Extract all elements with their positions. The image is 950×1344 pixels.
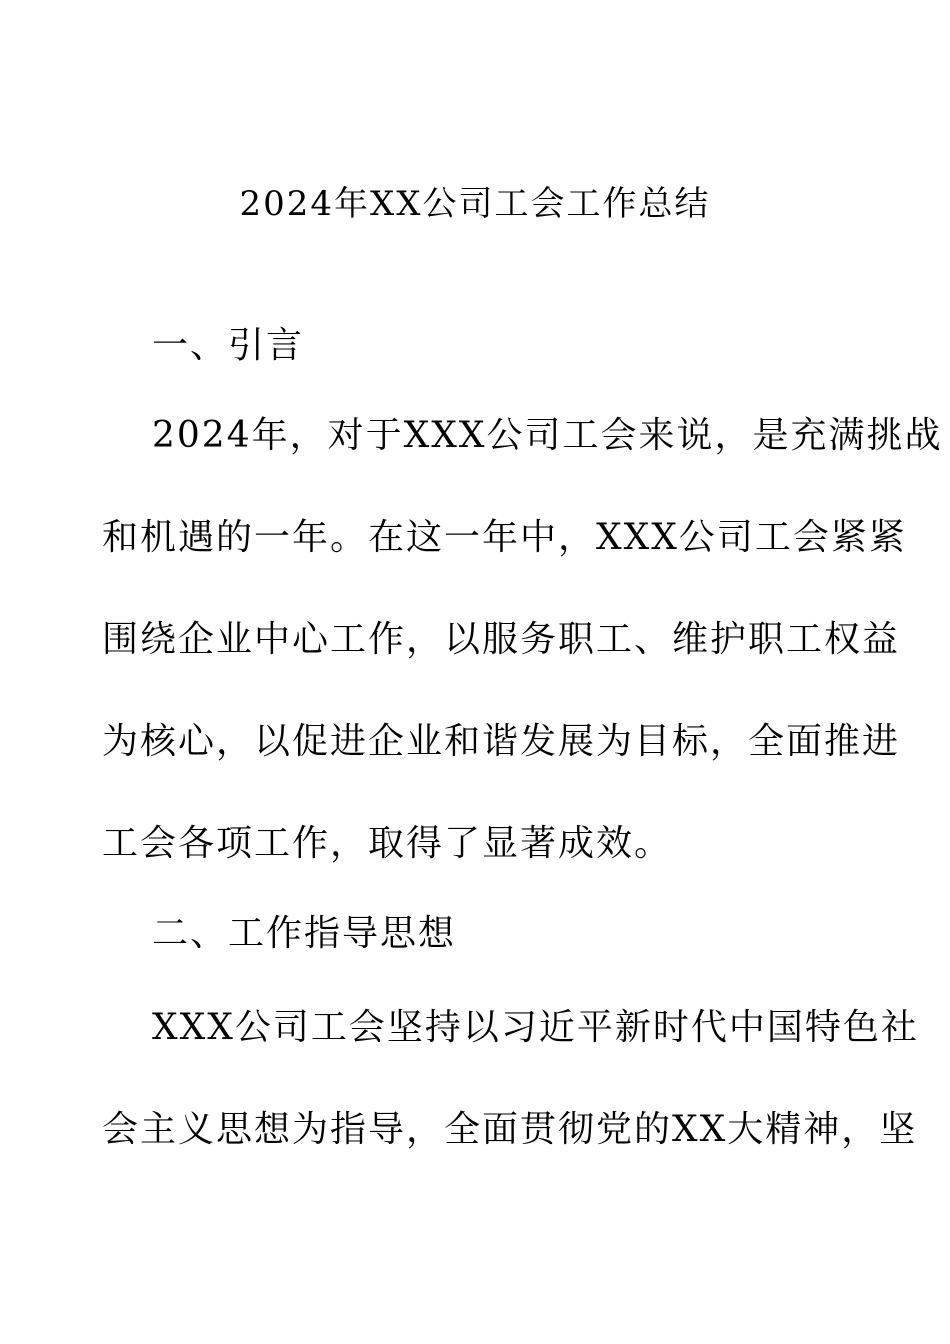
paragraph-line: 围绕企业中心工作，以服务职工、维护职工权益 (102, 619, 901, 660)
section-heading-guiding-ideology: 二、工作指导思想 (152, 913, 457, 954)
paragraph-line: 2024年，对于XXX公司工会来说，是充满挑战 (152, 415, 943, 456)
paragraph-line: XXX公司工会坚持以习近平新时代中国特色社 (152, 1007, 919, 1048)
paragraph-line: 和机遇的一年。在这一年中，XXX公司工会紧紧 (102, 517, 907, 558)
document-title: 2024年XX公司工会工作总结 (239, 184, 711, 224)
paragraph-line: 会主义思想为指导，全面贯彻党的XX大精神，坚 (102, 1109, 918, 1150)
paragraph-line: 为核心，以促进企业和谐发展为目标，全面推进 (102, 721, 901, 762)
paragraph-line: 工会各项工作，取得了显著成效。 (102, 823, 673, 864)
section-heading-intro: 一、引言 (152, 325, 305, 366)
